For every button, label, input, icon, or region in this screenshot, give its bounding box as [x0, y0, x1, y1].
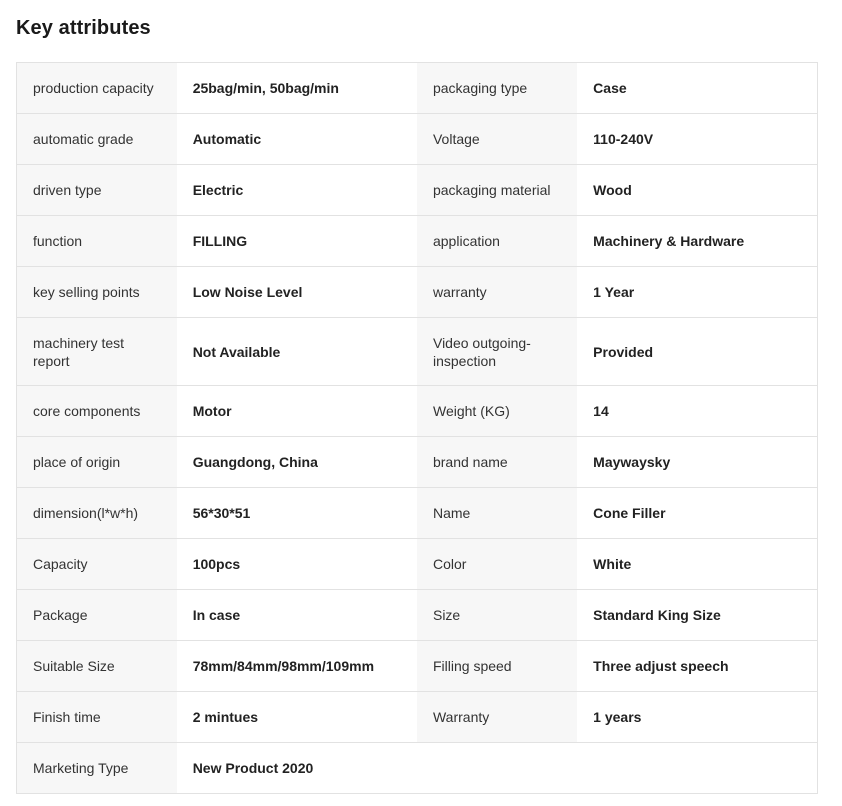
- attribute-key: Capacity: [17, 539, 177, 590]
- attribute-key: packaging type: [417, 63, 577, 114]
- attribute-value: 1 Year: [577, 267, 817, 318]
- attribute-row: [17, 114, 818, 165]
- attribute-key: packaging material: [417, 165, 577, 216]
- attribute-row: [17, 692, 818, 743]
- attribute-value: 78mm/84mm/98mm/109mm: [177, 641, 417, 692]
- attribute-row: [17, 641, 818, 692]
- attribute-key: Filling speed: [417, 641, 577, 692]
- attribute-key: key selling points: [17, 267, 177, 318]
- attribute-value: Provided: [577, 318, 817, 386]
- attribute-value: Low Noise Level: [177, 267, 417, 318]
- attribute-key: Finish time: [17, 692, 177, 743]
- key-attributes-table: [16, 62, 818, 794]
- attribute-row: [17, 437, 818, 488]
- attribute-value: Motor: [177, 386, 417, 437]
- attribute-row: [17, 216, 818, 267]
- attribute-value: White: [577, 539, 817, 590]
- attribute-value: Standard King Size: [577, 590, 817, 641]
- attribute-row: [17, 63, 818, 114]
- attribute-key: warranty: [417, 267, 577, 318]
- attribute-row: [17, 386, 818, 437]
- attribute-value: Maywaysky: [577, 437, 817, 488]
- attribute-value: 1 years: [577, 692, 817, 743]
- section-title: Key attributes: [16, 17, 151, 39]
- attribute-row: [17, 590, 818, 641]
- attribute-key: core components: [17, 386, 177, 437]
- attribute-value: 56*30*51: [177, 488, 417, 539]
- attribute-key: Marketing Type: [17, 743, 177, 794]
- attribute-key: Size: [417, 590, 577, 641]
- attribute-value: In case: [177, 590, 417, 641]
- attribute-key: automatic grade: [17, 114, 177, 165]
- attribute-key: Voltage: [417, 114, 577, 165]
- attribute-key: Weight (KG): [417, 386, 577, 437]
- attribute-value: 2 mintues: [177, 692, 417, 743]
- attribute-value: 14: [577, 386, 817, 437]
- attribute-value: Machinery & Hardware: [577, 216, 817, 267]
- attribute-value: Three adjust speech: [577, 641, 817, 692]
- attribute-key: Suitable Size: [17, 641, 177, 692]
- attribute-row: [17, 267, 818, 318]
- attribute-key: driven type: [17, 165, 177, 216]
- attribute-value: FILLING: [177, 216, 417, 267]
- attribute-value: Automatic: [177, 114, 417, 165]
- attribute-row: [17, 743, 818, 794]
- attribute-row: [17, 165, 818, 216]
- attribute-value: 110-240V: [577, 114, 817, 165]
- attribute-value: 25bag/min, 50bag/min: [177, 63, 417, 114]
- attribute-value: Guangdong, China: [177, 437, 417, 488]
- attribute-key: Color: [417, 539, 577, 590]
- attribute-key: dimension(l*w*h): [17, 488, 177, 539]
- attribute-key: Warranty: [417, 692, 577, 743]
- attribute-row: [17, 488, 818, 539]
- attribute-key: application: [417, 216, 577, 267]
- attribute-value: New Product 2020: [177, 743, 417, 794]
- attribute-value: 100pcs: [177, 539, 417, 590]
- attribute-key: machinery test report: [17, 318, 177, 386]
- attribute-key: production capacity: [17, 63, 177, 114]
- attribute-key: function: [17, 216, 177, 267]
- attribute-row: [17, 539, 818, 590]
- attribute-value: Cone Filler: [577, 488, 817, 539]
- attribute-value: Electric: [177, 165, 417, 216]
- attribute-key: Video outgoing-inspection: [417, 318, 577, 386]
- attribute-key: brand name: [417, 437, 577, 488]
- empty-cell: [417, 743, 577, 794]
- attribute-row: [17, 318, 818, 386]
- attribute-key: place of origin: [17, 437, 177, 488]
- attribute-key: Name: [417, 488, 577, 539]
- empty-cell: [577, 743, 817, 794]
- attribute-value: Wood: [577, 165, 817, 216]
- attribute-key: Package: [17, 590, 177, 641]
- attribute-value: Case: [577, 63, 817, 114]
- attribute-value: Not Available: [177, 318, 417, 386]
